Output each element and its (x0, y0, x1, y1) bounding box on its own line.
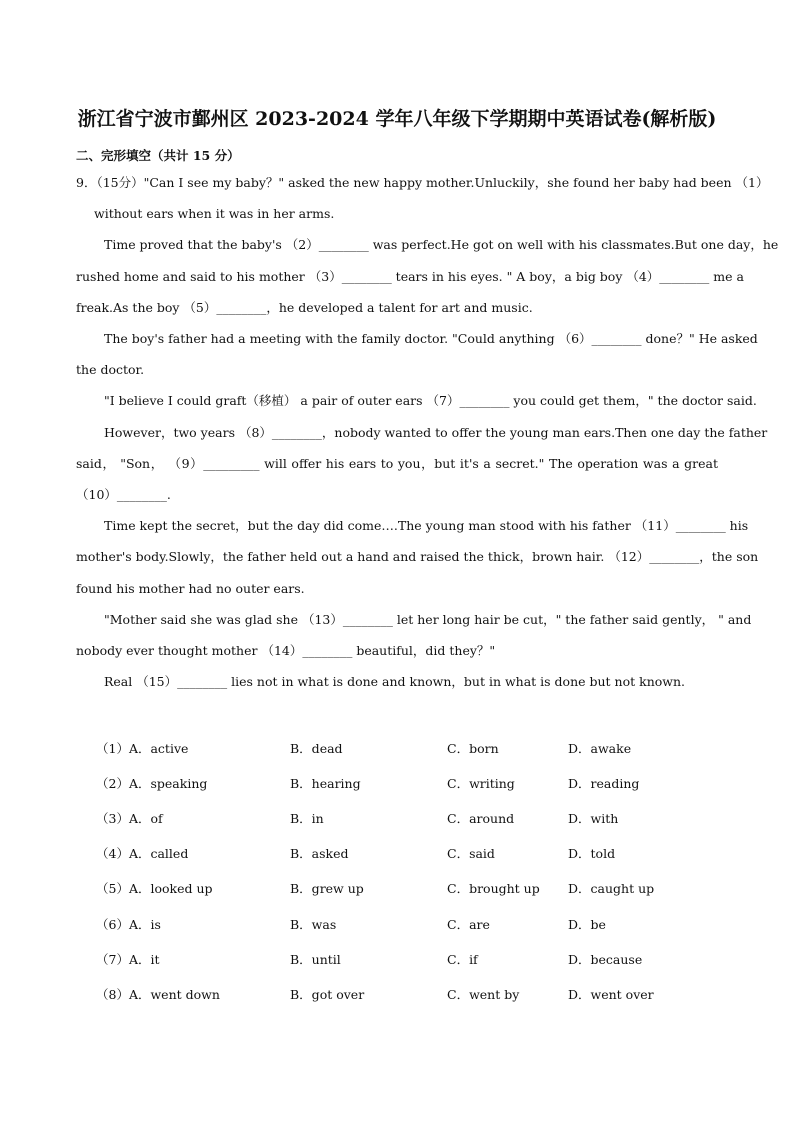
option-row (0, 844, 794, 862)
option-a-text: A．called (128, 846, 189, 861)
passage-line: The boy's father had a meeting with the family doctor. "Could anything （6）________ done？" He asked (104, 331, 758, 346)
passage-line: without ears when it was in her arms. (94, 206, 335, 221)
option-b: B．dead (290, 741, 343, 756)
option-b: B．asked (290, 846, 349, 861)
option-c: C．said (447, 846, 495, 861)
option-d: D．went over (568, 987, 654, 1002)
passage-line: mother's body.Slowly，the father held out a hand and raised the thick，brown hair. （12）________，the son (76, 549, 759, 564)
section-heading: 二、完形填空（共计 15 分） (76, 148, 240, 163)
option-c: C．born (447, 741, 499, 756)
option-b: B．got over (290, 987, 365, 1002)
passage-line: Real （15）________ lies not in what is done and known，but in what is done but not known. (104, 674, 685, 689)
option-a-text: A．active (128, 741, 189, 756)
passage-line: said， "Son， （9）_________ will offer his ears to you，but it's a secret." The operation was a great (76, 456, 718, 471)
option-a (96, 844, 188, 862)
option-a-text: A．of (128, 811, 163, 826)
option-row (0, 809, 794, 827)
option-a (96, 915, 161, 933)
passage-line: rushed home and said to his mother （3）________ tears in his eyes. " A boy，a big boy （4）________ me a (76, 269, 744, 284)
option-b: B．grew up (290, 881, 364, 896)
passage-line: Time kept the secret，but the day did come….The young man stood with his father （11）________ his (104, 518, 749, 533)
option-number: （4） (96, 846, 129, 861)
passage-line: However，two years （8）________，nobody wanted to offer the young man ears.Then one day the father (104, 425, 768, 440)
option-d: D．reading (568, 776, 640, 791)
option-c: C．writing (447, 776, 515, 791)
option-number: （1） (96, 741, 129, 756)
page-title: 浙江省宁波市鄞州区 2023-2024 学年八年级下学期期中英语试卷(解析版) (77, 108, 717, 130)
option-b: B．in (290, 811, 324, 826)
passage-line: "I believe I could graft（移植） a pair of outer ears （7）________ you could get them，" the doctor said. (104, 393, 757, 408)
option-c: C．if (447, 952, 478, 967)
passage-line: （10）________. (76, 487, 171, 502)
option-number: （2） (96, 776, 129, 791)
passage-line: freak.As the boy （5）________，he developed a talent for art and music. (76, 300, 533, 315)
option-d: D．be (568, 917, 606, 932)
option-a (96, 985, 220, 1003)
option-row (0, 774, 794, 792)
option-a (96, 879, 213, 897)
option-row (0, 950, 794, 968)
option-a (96, 950, 160, 968)
option-d: D．with (568, 811, 619, 826)
option-d: D．caught up (568, 881, 655, 896)
passage-line: "Mother said she was glad she （13）________ let her long hair be cut，" the father said gently， " and (104, 612, 752, 627)
option-row (0, 739, 794, 757)
option-number: （6） (96, 917, 129, 932)
option-number: （5） (96, 881, 129, 896)
option-a (96, 774, 207, 792)
option-a-text: A．speaking (128, 776, 208, 791)
passage-line: 9．（15分）"Can I see my baby？" asked the new happy mother.Unluckily，she found her baby had been （1） (76, 175, 769, 190)
option-c: C．are (447, 917, 490, 932)
passage-line: the doctor. (76, 362, 145, 377)
option-a-text: A．went down (128, 987, 220, 1002)
option-b: B．was (290, 917, 337, 932)
option-row (0, 879, 794, 897)
option-d: D．told (568, 846, 616, 861)
option-number: （8） (96, 987, 129, 1002)
option-d: D．awake (568, 741, 632, 756)
option-a (96, 809, 163, 827)
passage-line: found his mother had no outer ears. (76, 581, 305, 596)
option-a-text: A．it (128, 952, 160, 967)
option-a-text: A．looked up (128, 881, 213, 896)
option-row (0, 985, 794, 1003)
option-d: D．because (568, 952, 643, 967)
option-a (96, 739, 188, 757)
option-number: （7） (96, 952, 129, 967)
option-b: B．until (290, 952, 341, 967)
option-a-text: A．is (128, 917, 161, 932)
option-number: （3） (96, 811, 129, 826)
option-b: B．hearing (290, 776, 361, 791)
passage-line: Time proved that the baby's （2）________ was perfect.He got on well with his classmates.But one day，he (104, 237, 779, 252)
passage-line: nobody ever thought mother （14）________ beautiful，did they？" (76, 643, 496, 658)
option-c: C．around (447, 811, 515, 826)
option-c: C．brought up (447, 881, 540, 896)
option-row (0, 915, 794, 933)
option-c: C．went by (447, 987, 520, 1002)
